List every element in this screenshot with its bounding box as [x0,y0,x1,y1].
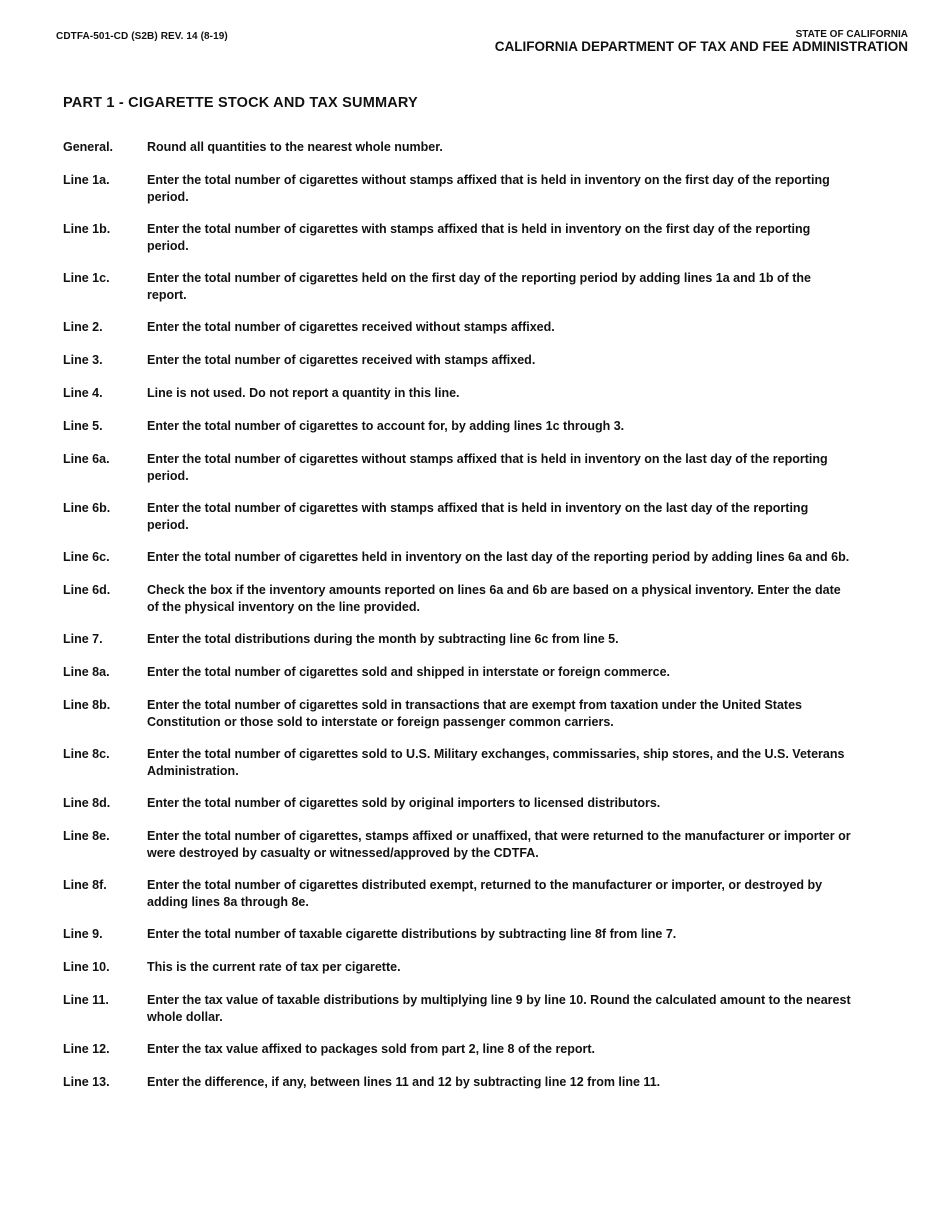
state-name: STATE OF CALIFORNIA [795,29,908,40]
instruction-line-6d [63,582,853,616]
instruction-line-5 [63,418,853,435]
instruction-line-2 [63,319,853,336]
instruction-label: Line 8a. [63,665,110,679]
instruction-text: Enter the total number of cigarettes sold by original importers to licensed distributors. [147,796,661,810]
instruction-text: Enter the total number of cigarettes distributed exempt, returned to the manufacturer or importer, or destroyed by adding lines 8a through 8e. [147,878,823,909]
instruction-text: Enter the total number of cigarettes received with stamps affixed. [147,353,536,367]
instruction-line-8a [63,664,853,681]
instruction-text: Enter the tax value affixed to packages sold from part 2, line 8 of the report. [147,1042,596,1056]
instruction-label: Line 2. [63,320,103,334]
department-name: CALIFORNIA DEPARTMENT OF TAX AND FEE ADMINISTRATION [494,39,908,54]
instruction-list [63,139,853,1091]
form-number: CDTFA-501-CD (S2B) REV. 14 (8-19) [56,31,228,42]
instruction-label: Line 8d. [63,796,111,810]
instruction-label: Line 6a. [63,452,110,466]
instruction-line-13 [63,1074,853,1091]
instruction-label: Line 3. [63,353,103,367]
instruction-line-10 [63,959,853,976]
instruction-line-1b [63,221,853,255]
instruction-general [63,139,853,156]
instruction-line-1a [63,172,853,206]
instruction-label: Line 6b. [63,501,111,515]
instruction-line-8f [63,877,853,911]
instruction-label: Line 11. [63,993,109,1007]
instruction-label: Line 1c. [63,271,110,285]
instruction-line-11 [63,992,853,1026]
instruction-label: Line 6d. [63,583,111,597]
instruction-label: Line 8b. [63,698,111,712]
instruction-line-6b [63,500,853,534]
instruction-text: Enter the total number of cigarettes sold to U.S. Military exchanges, commissaries, ship stores, and the U.S. Veterans Administration. [147,747,845,778]
instruction-text: Line is not used. Do not report a quantity in this line. [147,386,460,400]
instruction-text: Enter the total number of cigarettes without stamps affixed that is held in inventory on the first day of the reporting period. [147,173,830,204]
instruction-label: General. [63,140,114,154]
instruction-text: Enter the total distributions during the month by subtracting line 6c from line 5. [147,632,619,646]
instruction-line-7 [63,631,853,648]
part-title: PART 1 - CIGARETTE STOCK AND TAX SUMMARY [63,95,418,111]
instruction-line-8c [63,746,853,780]
instruction-text: Enter the total number of cigarettes sold in transactions that are exempt from taxation under the United States Constitution or those sold to interstate or foreign passenger common carriers. [147,698,802,729]
instruction-label: Line 8f. [63,878,107,892]
instruction-text: Round all quantities to the nearest whole number. [147,140,443,154]
instruction-text: Enter the total number of taxable cigarette distributions by subtracting line 8f from line 7. [147,927,677,941]
instruction-text: Check the box if the inventory amounts reported on lines 6a and 6b are based on a physical inventory. Enter the date of the physical inventory on the line provided. [147,583,841,614]
instruction-text: Enter the difference, if any, between lines 11 and 12 by subtracting line 12 from line 11. [147,1075,661,1089]
instruction-label: Line 13. [63,1075,110,1089]
instruction-text: Enter the total number of cigarettes received without stamps affixed. [147,320,555,334]
instruction-text: Enter the tax value of taxable distributions by multiplying line 9 by line 10. Round the calculated amount to the nearest whole dollar. [147,993,851,1024]
instruction-label: Line 1a. [63,173,110,187]
instruction-line-3 [63,352,853,369]
instruction-text: Enter the total number of cigarettes sold and shipped in interstate or foreign commerce. [147,665,671,679]
instruction-text: Enter the total number of cigarettes to account for, by adding lines 1c through 3. [147,419,625,433]
agency-header [495,29,908,54]
instruction-text: Enter the total number of cigarettes with stamps affixed that is held in inventory on the last day of the reporting period. [147,501,809,532]
instruction-text: This is the current rate of tax per cigarette. [147,960,401,974]
instruction-label: Line 6c. [63,550,110,564]
instruction-text: Enter the total number of cigarettes held on the first day of the reporting period by adding lines 1a and 1b of the report. [147,271,811,302]
instruction-line-8d [63,795,853,812]
instruction-line-6a [63,451,853,485]
instruction-label: Line 9. [63,927,103,941]
instruction-label: Line 10. [63,960,110,974]
instruction-line-9 [63,926,853,943]
instruction-line-1c [63,270,853,304]
instruction-label: Line 7. [63,632,103,646]
instruction-label: Line 5. [63,419,103,433]
instruction-label: Line 4. [63,386,103,400]
instruction-line-8b [63,697,853,731]
instruction-line-6c [63,549,853,566]
instruction-text: Enter the total number of cigarettes without stamps affixed that is held in inventory on the last day of the reporting period. [147,452,828,483]
instruction-label: Line 1b. [63,222,111,236]
instruction-label: Line 12. [63,1042,110,1056]
instruction-text: Enter the total number of cigarettes, stamps affixed or unaffixed, that were returned to the manufacturer or importer or were destroyed by casualty or witnessed/approved by the CDTFA. [147,829,851,860]
instruction-text: Enter the total number of cigarettes held in inventory on the last day of the reporting period by adding lines 6a and 6b. [147,550,850,564]
instruction-line-8e [63,828,853,862]
instruction-label: Line 8e. [63,829,110,843]
instruction-line-4 [63,385,853,402]
instruction-line-12 [63,1041,853,1058]
instruction-text: Enter the total number of cigarettes with stamps affixed that is held in inventory on the first day of the reporting period. [147,222,811,253]
instruction-label: Line 8c. [63,747,110,761]
